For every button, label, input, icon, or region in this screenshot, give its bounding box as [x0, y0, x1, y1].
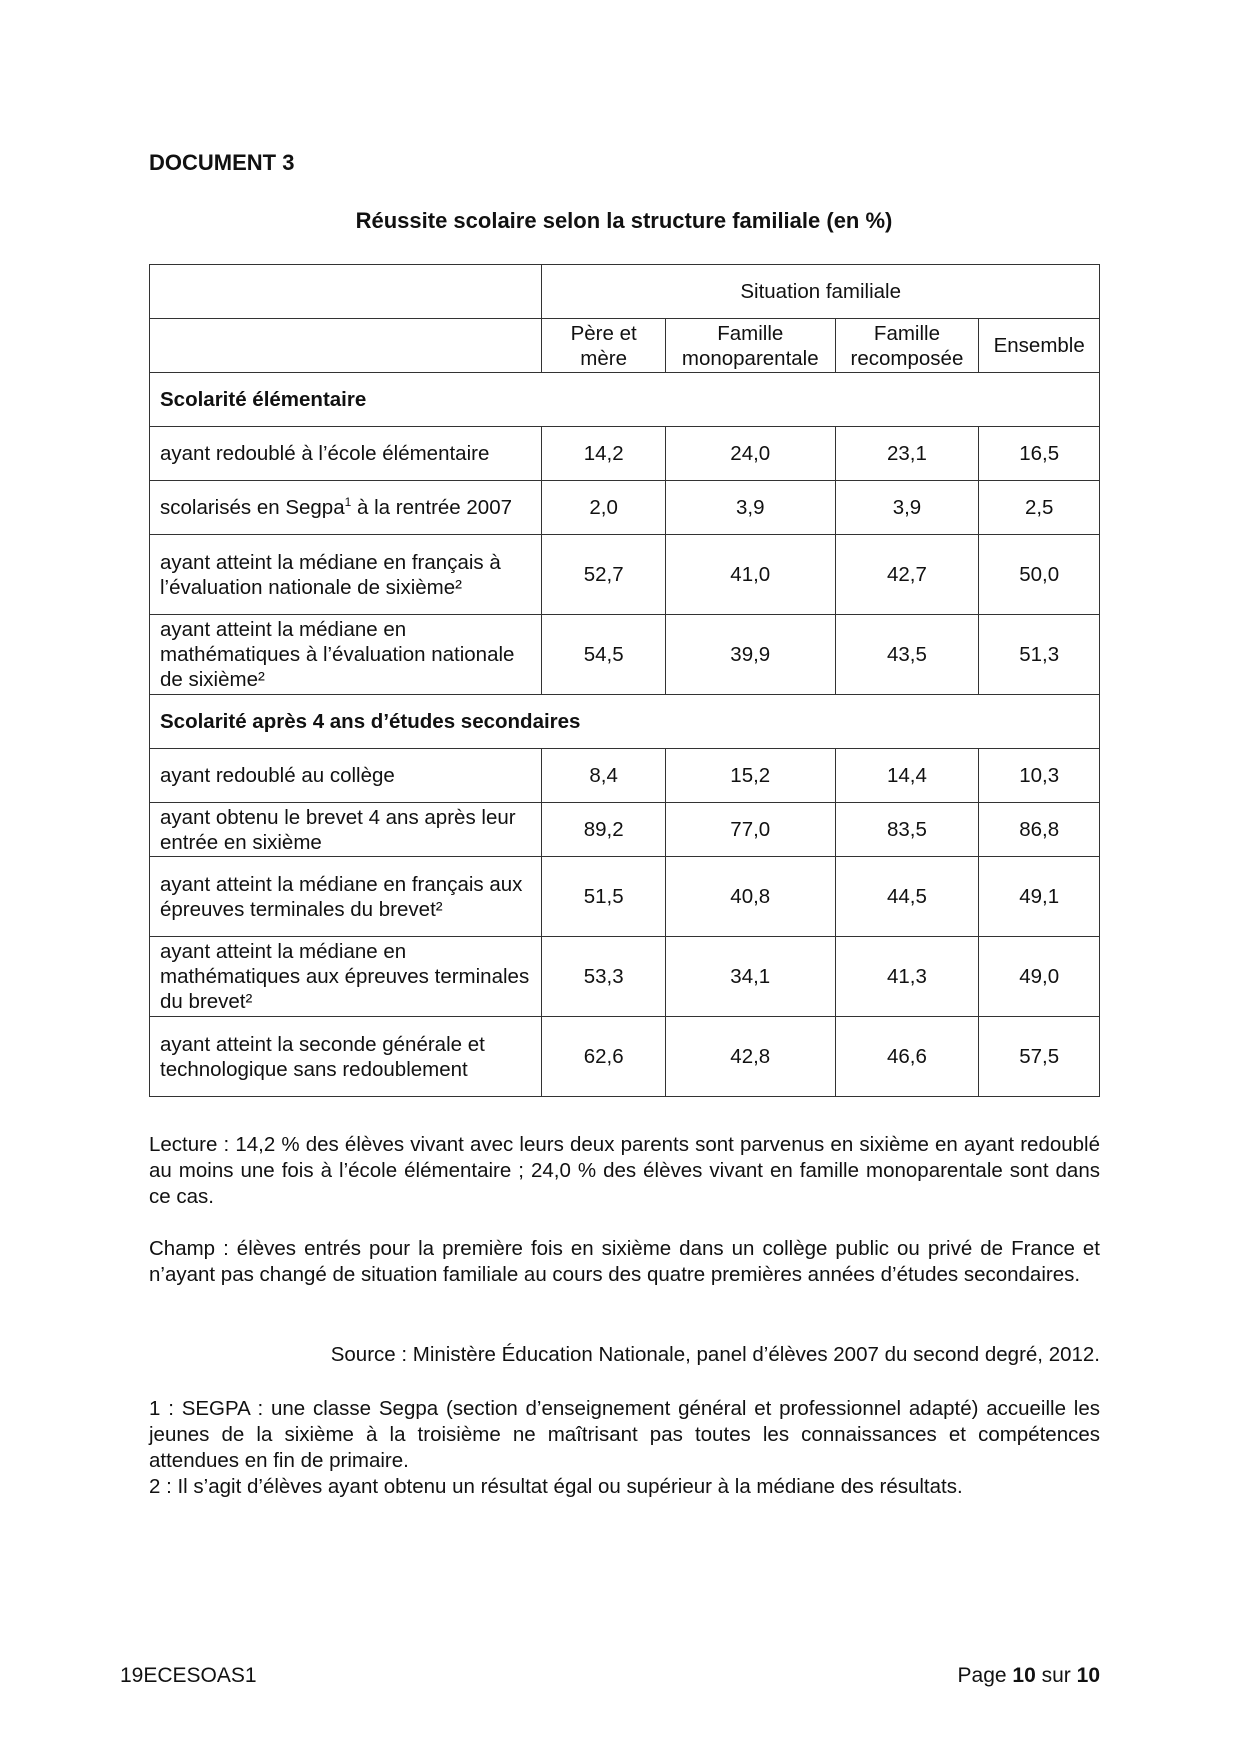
sur-word: sur: [1041, 1664, 1071, 1687]
row-label: ayant atteint la médiane en mathématiques aux épreuves terminales du brevet²: [150, 937, 542, 1017]
column-header-line: Père et: [570, 321, 637, 345]
cell-value: 3,9: [665, 481, 835, 535]
cell-value: 77,0: [665, 803, 835, 857]
cell-value: 24,0: [665, 427, 835, 481]
cell-value: 14,2: [542, 427, 666, 481]
column-header-line: mère: [580, 346, 628, 370]
cell-value: 53,3: [542, 937, 666, 1017]
table-row: [150, 535, 1100, 615]
cell-value: 51,3: [979, 615, 1100, 695]
document-label: DOCUMENT 3: [149, 150, 295, 175]
section-row: [150, 695, 1100, 749]
page-total: 10: [1076, 1664, 1100, 1687]
cell-value: 51,5: [542, 857, 666, 937]
column-header-line: recomposée: [850, 346, 964, 370]
cell-value: 34,1: [665, 937, 835, 1017]
row-label-part: à la rentrée 2007: [351, 496, 513, 519]
column-header-line: Famille: [717, 321, 784, 345]
cell-value: 41,0: [665, 535, 835, 615]
section-title-elementaire: Scolarité élémentaire: [150, 373, 1100, 427]
cell-value: 10,3: [979, 749, 1100, 803]
cell-value: 14,4: [835, 749, 979, 803]
table-row: [150, 1017, 1100, 1097]
lecture-note: Lecture : 14,2 % des élèves vivant avec leurs deux parents sont parvenus en sixième en ayant redoublé au moins une fois à l’école élémentaire ; 24,0 % des élèves vivant en famille monoparentale sont dans ce cas.: [149, 1133, 1100, 1208]
row-label: ayant obtenu le brevet 4 ans après leur entrée en sixième: [150, 803, 542, 857]
column-header-monoparentale: [665, 319, 835, 373]
cell-value: 2,5: [979, 481, 1100, 535]
row-label: ayant redoublé à l’école élémentaire: [150, 427, 542, 481]
cell-value: 50,0: [979, 535, 1100, 615]
cell-value: 44,5: [835, 857, 979, 937]
cell-value: 62,6: [542, 1017, 666, 1097]
column-header-recomposee: [835, 319, 979, 373]
cell-value: 42,7: [835, 535, 979, 615]
empty-corner-cell: [150, 319, 542, 373]
footnote-1: 1 : SEGPA : une classe Segpa (section d’enseignement général et professionnel adapté) accueille les jeunes de la sixième à la troisième ne maîtrisant pas toutes les connaissances et compétences attendues en fin de primaire.: [149, 1397, 1100, 1472]
table-row: [150, 749, 1100, 803]
cell-value: 41,3: [835, 937, 979, 1017]
column-header-ensemble: Ensemble: [979, 319, 1100, 373]
document-title: Réussite scolaire selon la structure familiale (en %): [355, 208, 893, 233]
column-header-pere-mere: [542, 319, 666, 373]
row-label: ayant atteint la médiane en mathématiques à l’évaluation nationale de sixième²: [150, 615, 542, 695]
table-row: [150, 937, 1100, 1017]
cell-value: 49,1: [979, 857, 1100, 937]
exam-code: 19ECESOAS1: [120, 1664, 257, 1687]
results-table: [149, 264, 1100, 1097]
footnote-2: 2 : Il s’agit d’élèves ayant obtenu un résultat égal ou supérieur à la médiane des résultats.: [149, 1475, 963, 1498]
row-label: ayant atteint la seconde générale et technologique sans redoublement: [150, 1017, 542, 1097]
cell-value: 16,5: [979, 427, 1100, 481]
source-note: Source : Ministère Éducation Nationale, panel d’élèves 2007 du second degré, 2012.: [330, 1343, 1100, 1366]
cell-value: 15,2: [665, 749, 835, 803]
cell-value: 8,4: [542, 749, 666, 803]
table-row: [150, 803, 1100, 857]
empty-corner-cell: [150, 265, 542, 319]
row-label-part: scolarisés en Segpa: [160, 496, 345, 519]
page-current: 10: [1012, 1664, 1036, 1687]
cell-value: 39,9: [665, 615, 835, 695]
column-header-line: Famille: [873, 321, 940, 345]
cell-value: 49,0: [979, 937, 1100, 1017]
row-label: [150, 481, 542, 535]
cell-value: 86,8: [979, 803, 1100, 857]
page-number: [958, 1664, 1100, 1688]
champ-note: Champ : élèves entrés pour la première fois en sixième dans un collège public ou privé de France et n’ayant pas changé de situation familiale au cours des quatre premières années d’études secondaires.: [149, 1237, 1100, 1286]
cell-value: 40,8: [665, 857, 835, 937]
section-row: [150, 373, 1100, 427]
row-label: ayant atteint la médiane en français aux épreuves terminales du brevet²: [150, 857, 542, 937]
cell-value: 54,5: [542, 615, 666, 695]
cell-value: 46,6: [835, 1017, 979, 1097]
table-column-header-row: [150, 319, 1100, 373]
page-word: Page: [957, 1664, 1007, 1687]
table-group-header-row: [150, 265, 1100, 319]
cell-value: 3,9: [835, 481, 979, 535]
group-header: Situation familiale: [542, 265, 1100, 319]
row-label: ayant redoublé au collège: [150, 749, 542, 803]
cell-value: 89,2: [542, 803, 666, 857]
row-label: ayant atteint la médiane en français à l’évaluation nationale de sixième²: [150, 535, 542, 615]
table-row: [150, 857, 1100, 937]
cell-value: 83,5: [835, 803, 979, 857]
table-row: [150, 481, 1100, 535]
cell-value: 43,5: [835, 615, 979, 695]
cell-value: 23,1: [835, 427, 979, 481]
cell-value: 52,7: [542, 535, 666, 615]
table-row: [150, 427, 1100, 481]
column-header-line: monoparentale: [681, 346, 819, 370]
cell-value: 2,0: [542, 481, 666, 535]
cell-value: 57,5: [979, 1017, 1100, 1097]
table-row: [150, 615, 1100, 695]
footnote-marker: 1: [344, 495, 352, 510]
cell-value: 42,8: [665, 1017, 835, 1097]
section-title-secondaire: Scolarité après 4 ans d’études secondaires: [150, 695, 1100, 749]
